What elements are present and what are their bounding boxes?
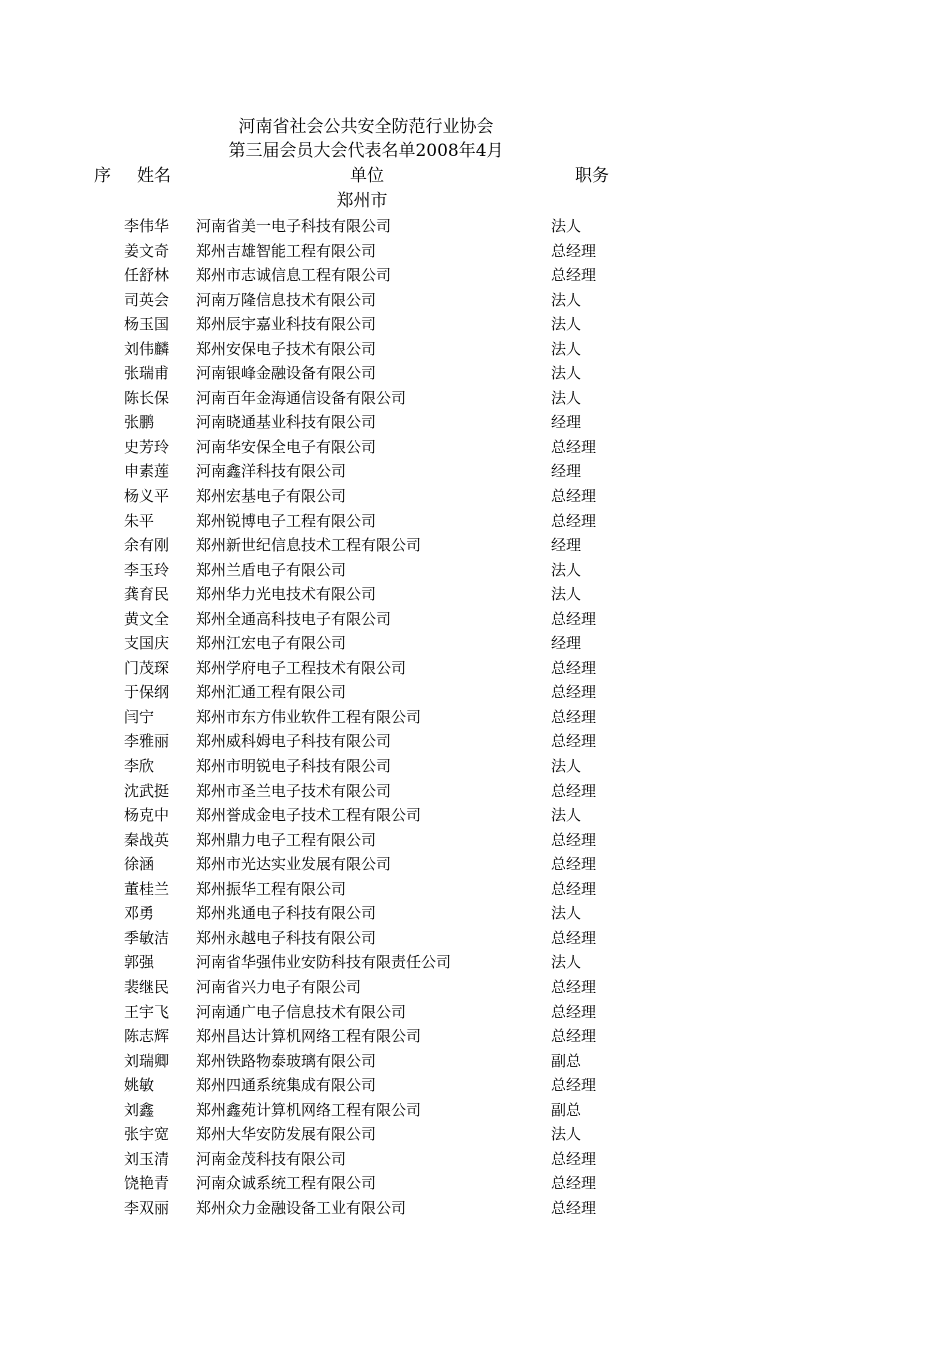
table-row (0, 239, 950, 264)
member-name: 王宇飞 (124, 1002, 170, 1021)
section-heading: 郑州市 (336, 191, 388, 211)
table-row (0, 705, 950, 730)
member-unit: 河南通广电子信息技术有限公司 (196, 1002, 407, 1021)
member-name: 饶艳青 (124, 1174, 170, 1193)
member-name: 秦战英 (124, 830, 170, 849)
table-row (0, 459, 950, 484)
member-position: 法人 (551, 290, 582, 309)
member-name: 裴继民 (124, 977, 170, 996)
member-name: 张鹏 (124, 413, 155, 432)
member-position: 经理 (551, 536, 582, 555)
table-row (0, 1147, 950, 1172)
table-row (0, 1000, 950, 1025)
member-name: 张宇宽 (124, 1125, 170, 1144)
table-row (0, 263, 950, 288)
member-unit: 河南华安保全电子有限公司 (196, 437, 377, 456)
member-position: 法人 (551, 757, 582, 776)
table-row (0, 1196, 950, 1221)
member-name: 张瑞甫 (124, 364, 170, 383)
member-unit: 郑州宏基电子有限公司 (196, 487, 347, 506)
member-position: 总经理 (551, 977, 597, 996)
member-position: 法人 (551, 1125, 582, 1144)
table-row (0, 901, 950, 926)
member-name: 龚育民 (124, 585, 170, 604)
member-position: 总经理 (551, 658, 597, 677)
member-position: 经理 (551, 413, 582, 432)
member-unit: 郑州学府电子工程技术有限公司 (196, 658, 407, 677)
member-position: 总经理 (551, 1076, 597, 1095)
member-position: 法人 (551, 388, 582, 407)
member-position: 总经理 (551, 879, 597, 898)
table-row (0, 435, 950, 460)
table-row (0, 852, 950, 877)
member-unit: 河南银峰金融设备有限公司 (196, 364, 377, 383)
table-row (0, 312, 950, 337)
member-name: 朱平 (124, 511, 155, 530)
member-unit: 郑州众力金融设备工业有限公司 (196, 1198, 407, 1217)
member-unit: 郑州市明锐电子科技有限公司 (196, 757, 392, 776)
table-row (0, 607, 950, 632)
member-unit: 郑州市东方伟业软件工程有限公司 (196, 707, 422, 726)
member-position: 总经理 (551, 830, 597, 849)
member-unit: 郑州江宏电子有限公司 (196, 634, 347, 653)
member-name: 郭强 (124, 953, 155, 972)
member-position: 总经理 (551, 855, 597, 874)
member-unit: 郑州汇通工程有限公司 (196, 683, 347, 702)
member-position: 法人 (551, 560, 582, 579)
member-unit: 河南鑫洋科技有限公司 (196, 462, 347, 481)
member-position: 总经理 (551, 1149, 597, 1168)
member-name: 陈志辉 (124, 1027, 170, 1046)
table-row (0, 582, 950, 607)
member-unit: 郑州永越电子科技有限公司 (196, 928, 377, 947)
table-row (0, 631, 950, 656)
member-name: 刘瑞卿 (124, 1051, 170, 1070)
table-row (0, 410, 950, 435)
table-row (0, 337, 950, 362)
member-position: 总经理 (551, 609, 597, 628)
member-position: 法人 (551, 217, 582, 235)
member-position: 法人 (551, 904, 582, 923)
member-unit: 河南万隆信息技术有限公司 (196, 290, 377, 309)
member-name: 刘伟麟 (124, 339, 170, 358)
table-row (0, 214, 950, 239)
table-row (0, 533, 950, 558)
member-name: 沈武挺 (124, 781, 170, 800)
member-unit: 郑州市圣兰电子技术有限公司 (196, 781, 392, 800)
member-position: 总经理 (551, 511, 597, 530)
header-seq: 序 (94, 166, 111, 186)
member-position: 副总 (551, 1051, 582, 1070)
header-name: 姓名 (137, 166, 171, 186)
member-position: 法人 (551, 339, 582, 358)
member-name: 季敏洁 (124, 928, 170, 947)
table-row (0, 484, 950, 509)
member-name: 李欣 (124, 757, 155, 776)
member-unit: 郑州四通系统集成有限公司 (196, 1076, 377, 1095)
table-row (0, 828, 950, 853)
member-unit: 郑州兰盾电子有限公司 (196, 560, 347, 579)
member-name: 杨义平 (124, 487, 170, 506)
member-name: 刘鑫 (124, 1100, 155, 1119)
member-unit: 郑州华力光电技术有限公司 (196, 585, 377, 604)
member-position: 法人 (551, 585, 582, 604)
member-unit: 河南众诚系统工程有限公司 (196, 1174, 377, 1193)
member-position: 总经理 (551, 683, 597, 702)
document-subtitle: 第三届会员大会代表名单2008年4月 (228, 141, 504, 161)
member-name: 姜文奇 (124, 241, 170, 260)
table-row (0, 975, 950, 1000)
member-name: 任舒林 (124, 266, 170, 285)
member-unit: 郑州大华安防发展有限公司 (196, 1125, 377, 1144)
table-row (0, 729, 950, 754)
member-name: 李雅丽 (124, 732, 170, 751)
member-unit: 郑州昌达计算机网络工程有限公司 (196, 1027, 422, 1046)
member-position: 法人 (551, 806, 582, 825)
member-position: 总经理 (551, 437, 597, 456)
member-unit: 郑州鼎力电子工程有限公司 (196, 830, 377, 849)
member-name: 李玉玲 (124, 560, 170, 579)
member-name: 刘玉清 (124, 1149, 170, 1168)
table-row (0, 558, 950, 583)
table-row (0, 950, 950, 975)
member-position: 总经理 (551, 1002, 597, 1021)
member-position: 副总 (551, 1100, 582, 1119)
table-row (0, 1122, 950, 1147)
table-row (0, 1049, 950, 1074)
member-name: 于保纲 (124, 683, 170, 702)
member-unit: 河南百年金海通信设备有限公司 (196, 388, 407, 407)
member-position: 法人 (551, 364, 582, 383)
member-name: 杨克中 (124, 806, 170, 825)
member-unit: 郑州威科姆电子科技有限公司 (196, 732, 392, 751)
member-name: 余有刚 (124, 536, 170, 555)
member-position: 总经理 (551, 1198, 597, 1217)
member-name: 门茂琛 (124, 658, 170, 677)
member-position: 经理 (551, 634, 582, 653)
member-position: 法人 (551, 953, 582, 972)
member-unit: 郑州誉成金电子技术工程有限公司 (196, 806, 422, 825)
member-name: 支国庆 (124, 634, 170, 653)
member-unit: 河南晓通基业科技有限公司 (196, 413, 377, 432)
member-unit: 郑州锐博电子工程有限公司 (196, 511, 377, 530)
document-title: 河南省社会公共安全防范行业协会 (238, 117, 494, 137)
member-name: 陈长保 (124, 388, 170, 407)
member-position: 总经理 (551, 266, 597, 285)
table-row (0, 779, 950, 804)
member-name: 李双丽 (124, 1198, 170, 1217)
table-row (0, 1024, 950, 1049)
member-name: 李伟华 (124, 217, 170, 235)
member-unit: 郑州市志诚信息工程有限公司 (196, 266, 392, 285)
member-position: 总经理 (551, 1027, 597, 1046)
table-row (0, 877, 950, 902)
member-position: 总经理 (551, 781, 597, 800)
member-unit: 郑州新世纪信息技术工程有限公司 (196, 536, 422, 555)
member-name: 徐涵 (124, 855, 155, 874)
member-position: 总经理 (551, 241, 597, 260)
member-unit: 河南省兴力电子有限公司 (196, 977, 362, 996)
member-position: 法人 (551, 315, 582, 334)
table-row (0, 1073, 950, 1098)
member-name: 闫宁 (124, 707, 155, 726)
member-unit: 郑州辰宇嘉业科技有限公司 (196, 315, 377, 334)
member-name: 司英会 (124, 290, 170, 309)
table-row (0, 509, 950, 534)
member-list (0, 214, 950, 1220)
member-unit: 郑州兆通电子科技有限公司 (196, 904, 377, 923)
member-position: 总经理 (551, 707, 597, 726)
table-row (0, 288, 950, 313)
member-name: 邓勇 (124, 904, 155, 923)
member-name: 姚敏 (124, 1076, 155, 1095)
table-row (0, 656, 950, 681)
member-unit: 郑州振华工程有限公司 (196, 879, 347, 898)
member-unit: 郑州市光达实业发展有限公司 (196, 855, 392, 874)
table-row (0, 803, 950, 828)
table-row (0, 361, 950, 386)
member-unit: 郑州鑫苑计算机网络工程有限公司 (196, 1100, 422, 1119)
table-row (0, 1171, 950, 1196)
member-name: 史芳玲 (124, 437, 170, 456)
header-unit: 单位 (350, 166, 384, 186)
table-row (0, 926, 950, 951)
member-name: 董桂兰 (124, 879, 170, 898)
header-position: 职务 (575, 166, 609, 186)
member-unit: 郑州吉雄智能工程有限公司 (196, 241, 377, 260)
member-position: 总经理 (551, 1174, 597, 1193)
member-position: 总经理 (551, 928, 597, 947)
member-unit: 河南省美一电子科技有限公司 (196, 217, 392, 235)
member-position: 总经理 (551, 487, 597, 506)
table-row (0, 754, 950, 779)
member-unit: 郑州全通高科技电子有限公司 (196, 609, 392, 628)
member-unit: 郑州铁路物泰玻璃有限公司 (196, 1051, 377, 1070)
table-row (0, 680, 950, 705)
member-position: 经理 (551, 462, 582, 481)
member-unit: 郑州安保电子技术有限公司 (196, 339, 377, 358)
member-name: 黄文全 (124, 609, 170, 628)
member-name: 杨玉国 (124, 315, 170, 334)
member-unit: 河南省华强伟业安防科技有限责任公司 (196, 953, 452, 972)
member-position: 总经理 (551, 732, 597, 751)
member-unit: 河南金茂科技有限公司 (196, 1149, 347, 1168)
member-name: 申素莲 (124, 462, 170, 481)
table-row (0, 1098, 950, 1123)
table-row (0, 386, 950, 411)
